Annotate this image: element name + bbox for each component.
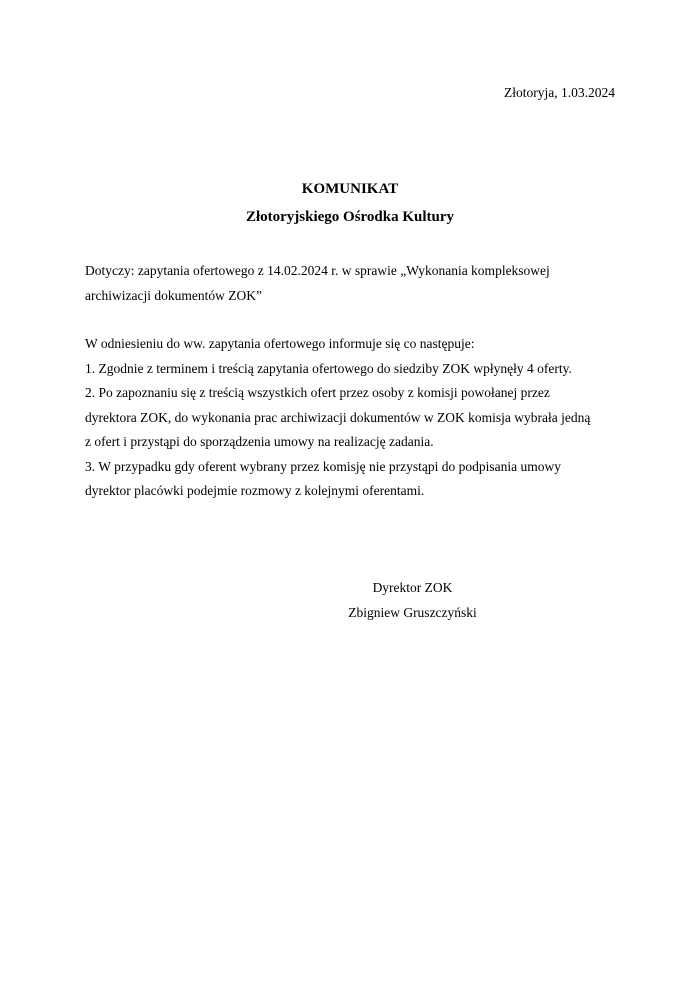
- subject-line: archiwizacji dokumentów ZOK”: [85, 287, 262, 303]
- signatory-position: Dyrektor ZOK: [372, 580, 453, 595]
- signatory-name: Zbigniew Gruszczyński: [348, 604, 477, 620]
- point-1-line: 1. Zgodnie z terminem i treścią zapytania ofertowego do siedziby ZOK wpłynęły 4 oferty.: [85, 360, 572, 376]
- signature-block: [300, 576, 525, 625]
- subject-paragraph: [85, 259, 620, 308]
- document-title: KOMUNIKAT: [301, 181, 399, 197]
- point-3-line: 3. W przypadku gdy oferent wybrany przez komisję nie przystąpi do podpisania umowy: [85, 458, 562, 474]
- point-2-line: dyrektora ZOK, do wykonania prac archiwizacji dokumentów w ZOK komisja wybrała jedną: [85, 409, 591, 425]
- intro-line: W odniesieniu do ww. zapytania ofertowego informuje się co następuje:: [85, 336, 475, 351]
- content-paragraph: [85, 332, 620, 504]
- point-2-line: z ofert i przystąpi do sporządzenia umowy na realizację zadania.: [85, 434, 434, 449]
- document-subtitle: Złotoryjskiego Ośrodka Kultury: [245, 209, 455, 225]
- place-and-date: Złotoryja, 1.03.2024: [504, 85, 615, 100]
- point-3-line: dyrektor placówki podejmie rozmowy z kolejnymi oferentami.: [85, 483, 425, 498]
- subject-line: Dotyczy: zapytania ofertowego z 14.02.2024 r. w sprawie „Wykonania kompleksowej: [85, 263, 550, 278]
- point-2-line: 2. Po zapoznaniu się z treścią wszystkich ofert przez osoby z komisji powołanej przez: [85, 385, 550, 400]
- title-block: [0, 180, 700, 226]
